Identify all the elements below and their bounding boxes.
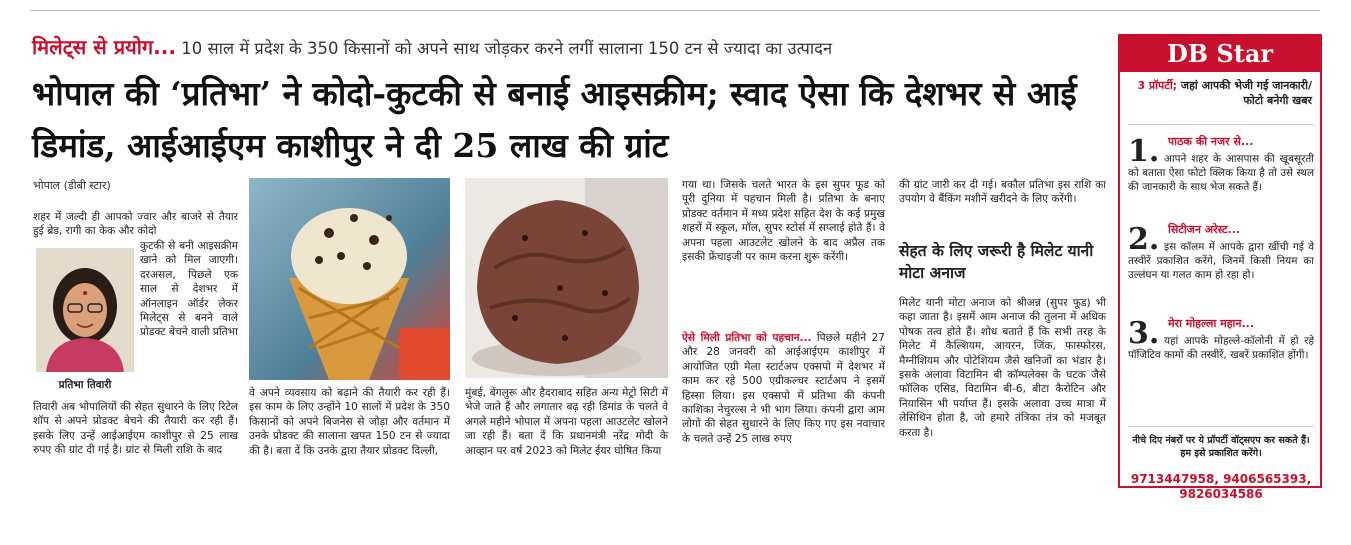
icecream-photo	[249, 178, 450, 380]
sidebar-item-number: 1.	[1128, 134, 1160, 169]
sidebar-rule	[1128, 426, 1314, 427]
dateline: भोपाल (डीबी स्टार)	[33, 179, 111, 192]
col1-bottom: तिवारी अब भोपालियों की सेहत सुधारने के लिए रिटेल शॉप से अपने प्रोडक्ट बेचने की तैयारी कर रही हैं। इसके लिए उन्हें आईआईएम काशीपुर से 25 लाख रुपए की ग्रांट दी गई है। ग्रांट से मिली राशि के बाद	[33, 401, 238, 457]
top-rule	[30, 10, 1320, 11]
sidebar-item-2	[1128, 222, 1314, 312]
sidebar-title: DB Star	[1120, 36, 1320, 72]
portrait-photo	[36, 248, 134, 372]
kicker-label: मिलेट्स से प्रयोग...	[32, 35, 176, 59]
sidebar-intro-label: 3 प्रॉपर्टी;	[1137, 79, 1181, 92]
sidebar-intro	[1120, 72, 1320, 112]
sidebar-item-body: यहां आपके मोहल्ले-कॉलोनी में हो रहे पॉजिटिव कामों की तस्वीरें, खबरें प्रकाशित होंगी।	[1128, 335, 1314, 361]
col1-wrap: कुटकी से बनी आइसक्रीम खाने को मिल जाएगी। दरअसल, पिछले एक साल से देशभर में ऑनलाइन ऑर्डर लेकर मिलेट्स से बनने वाले प्रोडक्ट बेचने वाली प्रतिभा	[140, 240, 238, 339]
col4-bottom	[682, 331, 885, 446]
sidebar-phone-numbers: 9713447958, 9406565393, 9826034586	[1130, 472, 1312, 501]
sidebar-intro-text: जहां आपकी भेजी गई जानकारी/ फोटो बनेगी खबर	[1180, 79, 1312, 107]
headline: भोपाल की ‘प्रतिभा’ ने कोदो-कुटकी से बनाई आइसक्रीम; स्वाद ऐसा कि देशभर से आई डिमांड, आईआईएम काशीपुर ने दी 25 लाख की ग्रांट	[32, 74, 1077, 165]
icecream-illustration	[249, 178, 450, 380]
sidebar-item-body: आपने शहर के आसपास की खूबसूरती को बताता ऐसा फोटो क्लिक किया है तो उसे स्थल की जानकारी के साथ भेज सकते हैं।	[1128, 153, 1314, 193]
photo-caption: प्रतिभा तिवारी	[58, 379, 112, 391]
col4-body: पिछले महीने 27 और 28 जनवरी को आईआईएम काशीपुर में आयोजित एग्री मेला स्टार्टअप एक्सपो में देशभर में काम कर रहे 500 एग्रीकल्चर स्टार्टअप ने इसमें हिस्सा लिया। इस एक्सपो में प्रतिभा की कंपनी काशिका नेचुरल्स ने भी भाग लिया। कंपनी द्वारा आम लोगों की सेहत सुधारने के लिए किए गए इस नवाचार के चलते उन्हें 25 लाख रुपए	[682, 332, 885, 445]
muffin-illustration	[465, 178, 668, 378]
sidebar-item-3	[1128, 316, 1314, 396]
sidebar-item-heading: सिटीजन अरेस्ट...	[1168, 223, 1241, 236]
col5-subhead: सेहत के लिए जरूरी है मिलेट यानी मोटा अनाज	[899, 242, 1094, 282]
kicker-line	[32, 33, 1107, 60]
col2-bottom: वे अपने व्यवसाय को बढ़ाने की तैयारी कर रही हैं। इस काम के लिए उन्होंने 10 सालों में प्रदेश के 350 किसानों को अपने बिजनेस से जोड़ा और वर्तमान में उनके प्रोडक्ट की सालाना खपत 150 टन से ज्यादा की है। बता दें कि उनके द्वारा तैयार प्रोडक्ट दिल्ली,	[249, 387, 450, 457]
col5-bottom: मिलेट यानी मोटा अनाज को श्रीअन्न (सुपर फूड) भी कहा जाता है। इसमें आम अनाज की तुलना में अधिक पोषक तत्व होते हैं। शोध बताते हैं कि सभी तरह के मिलेट में कैल्शियम, आयरन, जिंक, फास्फोरस, मैग्नीशियम और पोटेशियम जैसे खनिजों का भंडार है। इसके अलावा विटामिन बी कॉम्पलेक्स के घटक जैसे फॉलिक एसिड, विटामिन बी-6, बीटा कैरोटिन और नियासिन भी पर्याप्त हैं। इसके अलावा उच्च मात्रा में लेसिथिन होता है, जो हमारे तंत्रिका तंत्र को मजबूत करता है।	[899, 297, 1106, 439]
col5-top: की ग्रांट जारी कर दी गई। बकौल प्रतिभा इस राशि का उपयोग वे बैंकिंग मशीनें खरीदने के लिए करेंगी।	[899, 179, 1106, 206]
sidebar-item-heading: पाठक की नजर से...	[1168, 135, 1254, 148]
sidebar-item-1	[1128, 134, 1314, 222]
portrait-illustration	[36, 248, 134, 372]
sidebar-item-number: 2.	[1128, 222, 1160, 257]
col1-top: शहर में जल्दी ही आपको ज्वार और बाजरे से तैयार हुई ब्रेड, रागी का केक और कोदो	[33, 211, 238, 238]
sidebar-footer: नीचे दिए नंबरों पर ये प्रॉपर्टी वॉट्सएप कर सकते हैं। हम इसे प्रकाशित करेंगे।	[1132, 435, 1310, 459]
sidebar-rule	[1128, 124, 1314, 125]
kicker-text: 10 साल में प्रदेश के 350 किसानों को अपने साथ जोड़कर करने लगीं सालाना 150 टन से ज्यादा का उत्पादन	[175, 39, 833, 58]
dbstar-sidebar	[1118, 34, 1322, 501]
col3-bottom: मुंबई, बेंगलुरू और हैदराबाद सहित अन्य मेट्रो सिटी में भेजे जाते हैं और लगातार बढ़ रही डिमांड के चलते वे अगले महीने भोपाल में अपना पहला आउटलेट खोलने जा रही हैं। बता दें कि प्रधानमंत्री नरेंद्र मोदी के आव्हान पर वर्ष 2023 को मिलेट ईयर घोषित किया	[465, 387, 668, 457]
sidebar-item-number: 3.	[1128, 316, 1160, 351]
sidebar-item-heading: मेरा मोहल्ला महान...	[1168, 317, 1255, 330]
muffin-photo	[465, 178, 668, 378]
col4-lead: ऐसे मिली प्रतिभा को पहचान...	[682, 332, 812, 344]
col4-top: गया था। जिसके चलते भारत के इस सुपर फूड को पूरी दुनिया में पहचान मिली है। प्रतिभा के बनाए प्रोडक्ट वर्तमान में मध्य प्रदेश सहित देश के कई प्रमुख शहरों में स्कूल, मॉल, सुपर स्टोर्स में सप्लाई होते हैं। वे अपना पहला आउटलेट खोलने के बाद अप्रैल तक इसकी फ्रेंचाइजी पर काम करना शुरू करेंगी।	[682, 179, 885, 264]
sidebar-item-body: इस कॉलम में आपके द्वारा खींची गई वे तस्वीरें प्रकाशित करेंगे, जिनमें किसी नियम का उल्लंघन या गलत काम हो रहा हो।	[1128, 241, 1314, 281]
